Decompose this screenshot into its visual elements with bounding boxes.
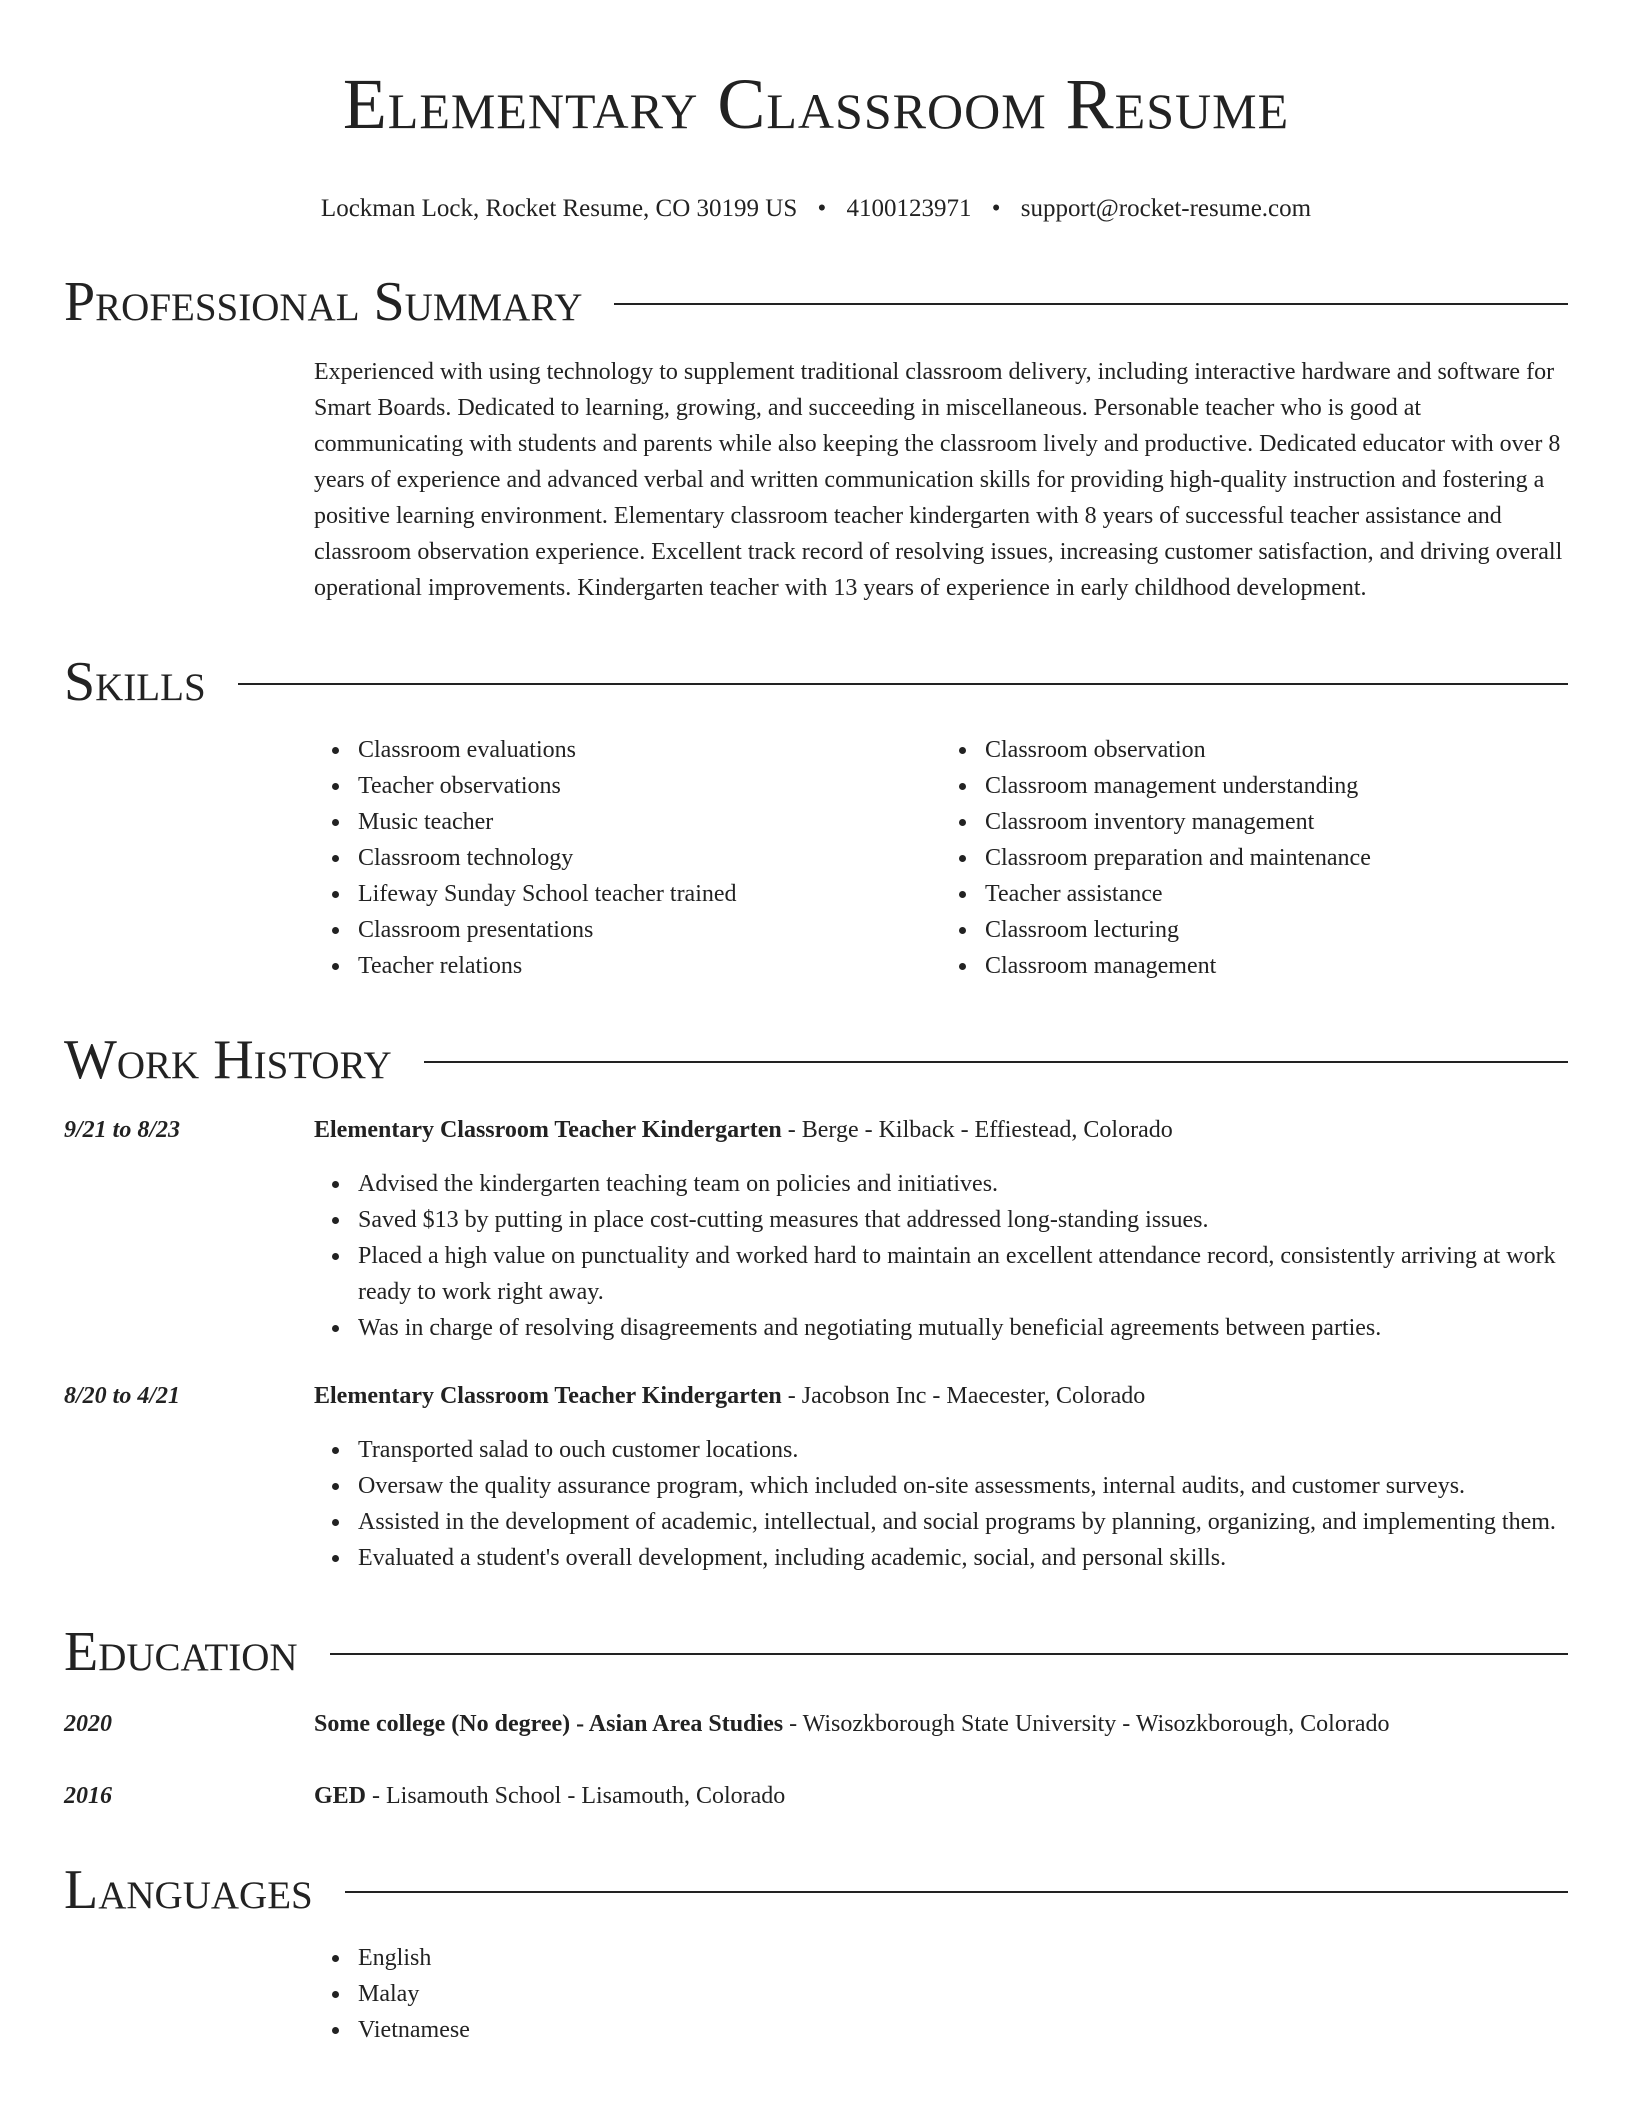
resume-title: Elementary Classroom Resume: [342, 64, 1290, 144]
section-divider: [614, 303, 1568, 305]
education-content: [314, 1778, 1568, 1814]
section-divider: [424, 1061, 1568, 1063]
work-bullets: [314, 1432, 1568, 1576]
contact-line: [64, 192, 1568, 226]
language-item: Vietnamese: [358, 2012, 1568, 2048]
work-entry: [64, 1378, 1568, 1576]
education-degree: Some college (No degree) - Asian Area Studies: [314, 1711, 784, 1737]
work-content: [314, 1112, 1568, 1346]
work-title-line: [314, 1112, 1568, 1148]
work-dates: 8/20 to 4/21: [64, 1383, 181, 1409]
work-dates: 9/21 to 8/23: [64, 1117, 181, 1143]
contact-address: Lockman Lock, Rocket Resume, CO 30199 US: [320, 195, 798, 222]
job-employer: - Jacobson Inc - Maecester, Colorado: [781, 1383, 1146, 1409]
skills-column-left: [314, 732, 941, 984]
skill-item: Classroom presentations: [358, 912, 941, 948]
work-bullet: Placed a high value on punctuality and worked hard to maintain an excellent attendance record, consistently arriving at work ready to work right away.: [358, 1238, 1568, 1310]
summary-text: Experienced with using technology to supplement traditional classroom delivery, including interactive hardware and software for Smart Boards. Dedicated to learning, growing, and succeeding in miscellaneous. Personable teacher who is good at communicating with students and parents while also keeping the classroom lively and productive. Dedicated educator with over 8 years of experience and advanced verbal and written communication skills for providing high-quality instruction and fostering a positive learning environment. Elementary classroom teacher kindergarten with 8 years of successful teacher assistance and classroom observation experience. Excellent track record of resolving issues, increasing customer satisfaction, and driving overall operational improvements. Kindergarten teacher with 13 years of experience in early childhood development.: [314, 359, 1563, 601]
education-school: - Lisamouth School - Lisamouth, Colorado: [366, 1783, 786, 1809]
skills-heading: Skills: [64, 651, 206, 713]
work-content: [314, 1378, 1568, 1576]
education-school: - Wisozkborough State University - Wisozkborough, Colorado: [783, 1711, 1390, 1737]
summary-heading: Professional Summary: [64, 271, 583, 333]
skill-item: Lifeway Sunday School teacher trained: [358, 876, 941, 912]
work-bullet: Evaluated a student's overall development, including academic, social, and personal skills.: [358, 1540, 1568, 1576]
work-title-line: [314, 1378, 1568, 1414]
work-bullet: Was in charge of resolving disagreements and negotiating mutually beneficial agreements between parties.: [358, 1310, 1568, 1346]
skill-item: Classroom management: [985, 948, 1568, 984]
skill-item: Classroom management understanding: [985, 768, 1568, 804]
languages-bullets: [314, 1940, 1568, 2048]
language-item: English: [358, 1940, 1568, 1976]
skill-item: Classroom technology: [358, 840, 941, 876]
education-degree: GED: [314, 1783, 367, 1809]
skill-item: Classroom observation: [985, 732, 1568, 768]
skill-item: Classroom lecturing: [985, 912, 1568, 948]
work-bullet: Saved $13 by putting in place cost-cutting measures that addressed long-standing issues.: [358, 1202, 1568, 1238]
skill-item: Classroom evaluations: [358, 732, 941, 768]
languages-list: [314, 1940, 1568, 2048]
contact-phone: 4100123971: [846, 195, 972, 222]
skill-item: Teacher relations: [358, 948, 941, 984]
section-divider: [345, 1891, 1568, 1893]
contact-separator: •: [991, 195, 1001, 222]
language-item: Malay: [358, 1976, 1568, 2012]
work-bullet: Assisted in the development of academic, intellectual, and social programs by planning, organizing, and implementing them.: [358, 1504, 1568, 1540]
contact-email: support@rocket-resume.com: [1020, 195, 1312, 222]
skill-item: Music teacher: [358, 804, 941, 840]
skill-item: Classroom preparation and maintenance: [985, 840, 1568, 876]
education-year: 2016: [64, 1783, 112, 1809]
skills-column-right: [941, 732, 1568, 984]
section-divider: [238, 683, 1568, 685]
section-divider: [330, 1653, 1568, 1655]
skills-section-header: [64, 650, 1568, 714]
skill-item: Teacher assistance: [985, 876, 1568, 912]
education-year: 2020: [64, 1711, 112, 1737]
work-bullet: Advised the kindergarten teaching team on policies and initiatives.: [358, 1166, 1568, 1202]
education-content: [314, 1706, 1568, 1742]
work-bullets: [314, 1166, 1568, 1346]
work-bullet: Oversaw the quality assurance program, which included on-site assessments, internal audits, and customer surveys.: [358, 1468, 1568, 1504]
skill-item: Classroom inventory management: [985, 804, 1568, 840]
contact-separator: •: [817, 195, 827, 222]
work-heading: Work History: [64, 1029, 392, 1091]
job-employer: - Berge - Kilback - Effiestead, Colorado: [781, 1117, 1173, 1143]
education-heading: Education: [64, 1621, 298, 1683]
education-section-header: [64, 1620, 1568, 1684]
skill-item: Teacher observations: [358, 768, 941, 804]
education-entry: [64, 1778, 1568, 1814]
education-entry: [64, 1706, 1568, 1742]
job-title: Elementary Classroom Teacher Kindergarten: [314, 1117, 782, 1143]
skills-list: [314, 732, 1568, 984]
languages-section-header: [64, 1858, 1568, 1922]
work-section-header: [64, 1028, 1568, 1092]
work-bullet: Transported salad to ouch customer locations.: [358, 1432, 1568, 1468]
languages-heading: Languages: [64, 1859, 313, 1921]
summary-section-header: [64, 270, 1568, 334]
job-title: Elementary Classroom Teacher Kindergarten: [314, 1383, 782, 1409]
work-entry: [64, 1112, 1568, 1346]
